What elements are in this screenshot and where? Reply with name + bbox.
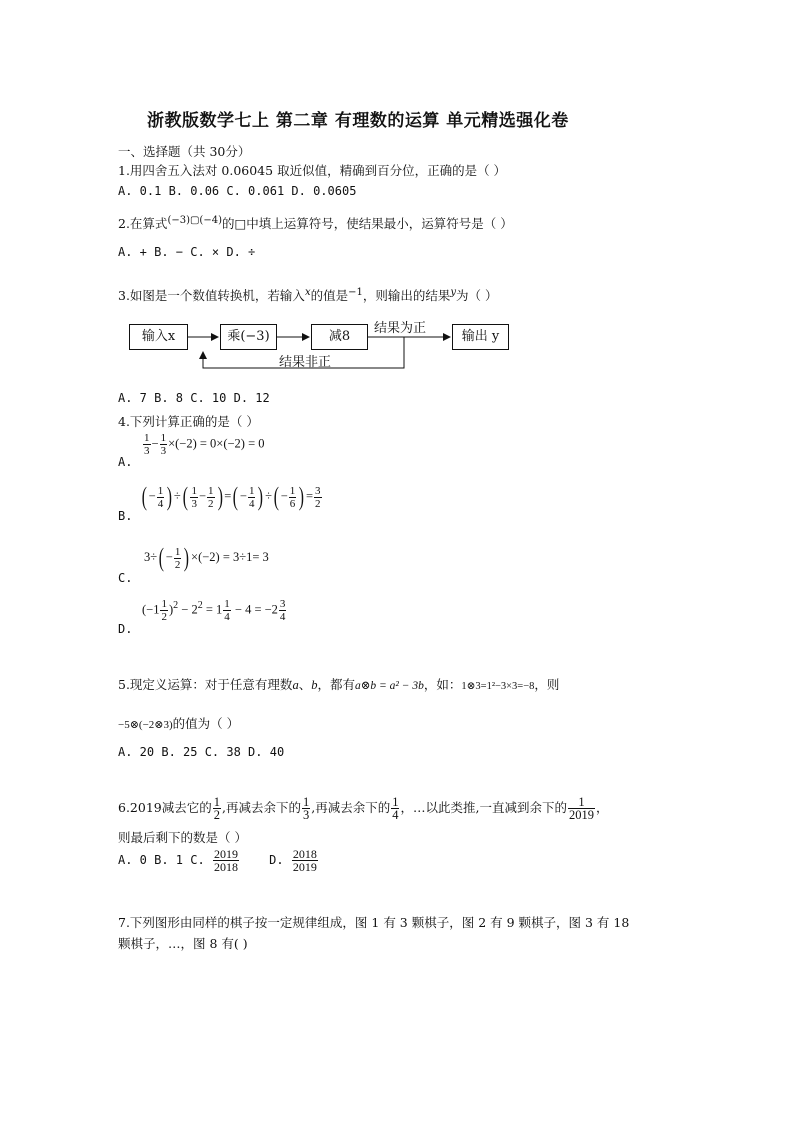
flow-output-box: 输出 y xyxy=(452,324,509,350)
q5-example: 1⊗3=1²−3×3=−8 xyxy=(461,681,535,692)
q6-option-d-frac: $\frac{2018}{2019}$ xyxy=(292,847,317,874)
flow-subtract-box: 减8 xyxy=(311,324,368,350)
q3-value: −1 xyxy=(348,286,363,298)
q6-part2: ,再减去余下的 xyxy=(222,800,301,815)
question-5 xyxy=(118,675,559,693)
q5-stem-mid2: ，如： xyxy=(423,677,462,692)
q4-label-b: B. xyxy=(118,509,133,523)
q6-frac-half: $\frac{1}{2}$ xyxy=(213,795,220,822)
page-title: 浙教版数学七上 第二章 有理数的运算 单元精选强化卷 xyxy=(147,111,569,131)
q6-frac-third: $\frac{1}{3}$ xyxy=(302,795,310,822)
question-7-line2: 颗棋子，…，图 8 有( ) xyxy=(118,936,248,951)
q6-option-c-frac: $\frac{2019}{2018}$ xyxy=(213,847,238,874)
q6-frac-2019: $\frac{1}{2019}$ xyxy=(568,795,594,822)
q3-stem-mid2: ，则输出的结果 xyxy=(362,288,451,303)
q2-stem-post: 的□中填上运算符号，使结果最小，运算符号是（ ） xyxy=(221,216,513,231)
question-5-options: A. 20 B. 25 C. 38 D. 40 xyxy=(118,745,285,759)
q5-expression: −5⊗(−2⊗3) xyxy=(118,719,173,731)
q4-label-c: C. xyxy=(118,571,133,585)
section-heading: 一、选择题（共 30分） xyxy=(118,144,251,159)
q4-expression-b: ( − $\frac{1}{4}$ ) ÷( $\frac{1}{3}$ − $\frac{1}{2}$ ) =( − $\frac{1}{4}$ ) ÷( − $\frac{1}{6}$ ) = $\frac{3}{2}$ xyxy=(141,482,321,511)
q6-options-pre: A. 0 B. 1 C. xyxy=(118,853,205,867)
q4-label-d: D. xyxy=(118,622,133,636)
q4-expression-d: (−1 $\frac{1}{2}$ )$^2 - 2^2 = 1$ $\frac{1}{4}$ − 4 = −2 $\frac{3}{4}$ xyxy=(142,598,286,623)
flow-nonpositive-label: 结果非正 xyxy=(279,355,332,370)
q5-line2-post: 的值为（ ） xyxy=(172,716,240,731)
q5-stem-pre: 5.现定义运算：对于任意有理数 xyxy=(118,677,293,692)
q6-part3: ,再减去余下的 xyxy=(311,800,391,815)
q5-definition: a⊗b = a² − 3b xyxy=(354,680,424,692)
q6-part1: 6.2019减去它的 xyxy=(118,800,212,815)
q3-stem-pre: 3.如图是一个数值转换机，若输入 xyxy=(118,288,305,303)
q6-option-d-label: D. xyxy=(269,853,284,867)
q5-stem-mid: ，都有 xyxy=(317,677,355,692)
q5-stem-end: ，则 xyxy=(534,677,560,692)
question-6-options xyxy=(118,848,319,873)
q4-expression-c: 3÷( − $\frac{1}{2}$ ) ×(−2) = 3÷1= 3 xyxy=(144,543,269,572)
q3-stem-post: 为（ ） xyxy=(456,288,498,303)
flow-positive-label: 结果为正 xyxy=(374,321,427,336)
question-4: 4.下列计算正确的是（ ） xyxy=(118,414,259,429)
q3-var-y: y xyxy=(450,286,457,298)
question-3-options: A. 7 B. 8 C. 10 D. 12 xyxy=(118,391,270,405)
question-1-options: A. 0.1 B. 0.06 C. 0.061 D. 0.0605 xyxy=(118,184,357,198)
q5-var-a: a xyxy=(292,678,299,692)
question-1: 1.用四舍五入法对 0.06045 取近似值，精确到百分位，正确的是（ ） xyxy=(118,163,507,178)
q6-frac-quarter: $\frac{1}{4}$ xyxy=(392,795,399,822)
q5-sep: 、 xyxy=(298,677,312,692)
question-6-line2: 则最后剩下的数是（ ） xyxy=(118,830,247,845)
q6-part5: ， xyxy=(595,800,609,815)
question-5-line2 xyxy=(118,714,239,732)
q3-var-x: x xyxy=(304,286,311,298)
q3-stem-mid: 的值是 xyxy=(310,288,349,303)
q6-part4: ，…以此类推,一直减到余下的 xyxy=(400,800,567,815)
flow-input-box: 输入x xyxy=(129,324,188,350)
q2-stem-pre: 2.在算式 xyxy=(118,216,168,231)
question-6 xyxy=(118,796,608,821)
q5-var-b: b xyxy=(311,678,318,692)
question-7: 7.下列图形由同样的棋子按一定规律组成，图 1 有 3 颗棋子，图 2 有 9 颗棋子，图 3 有 18 xyxy=(118,915,630,930)
q4-expression-a: $\frac{1}{3}$ − $\frac{1}{3}$ ×(−2) = 0×(−2) = 0 xyxy=(144,432,265,457)
flow-multiply-box: 乘(−3) xyxy=(220,324,277,350)
q4-label-a: A. xyxy=(118,455,133,469)
q2-expression: (−3)▢(−4) xyxy=(167,214,222,226)
question-2-options: A. + B. − C. × D. ÷ xyxy=(118,245,256,259)
